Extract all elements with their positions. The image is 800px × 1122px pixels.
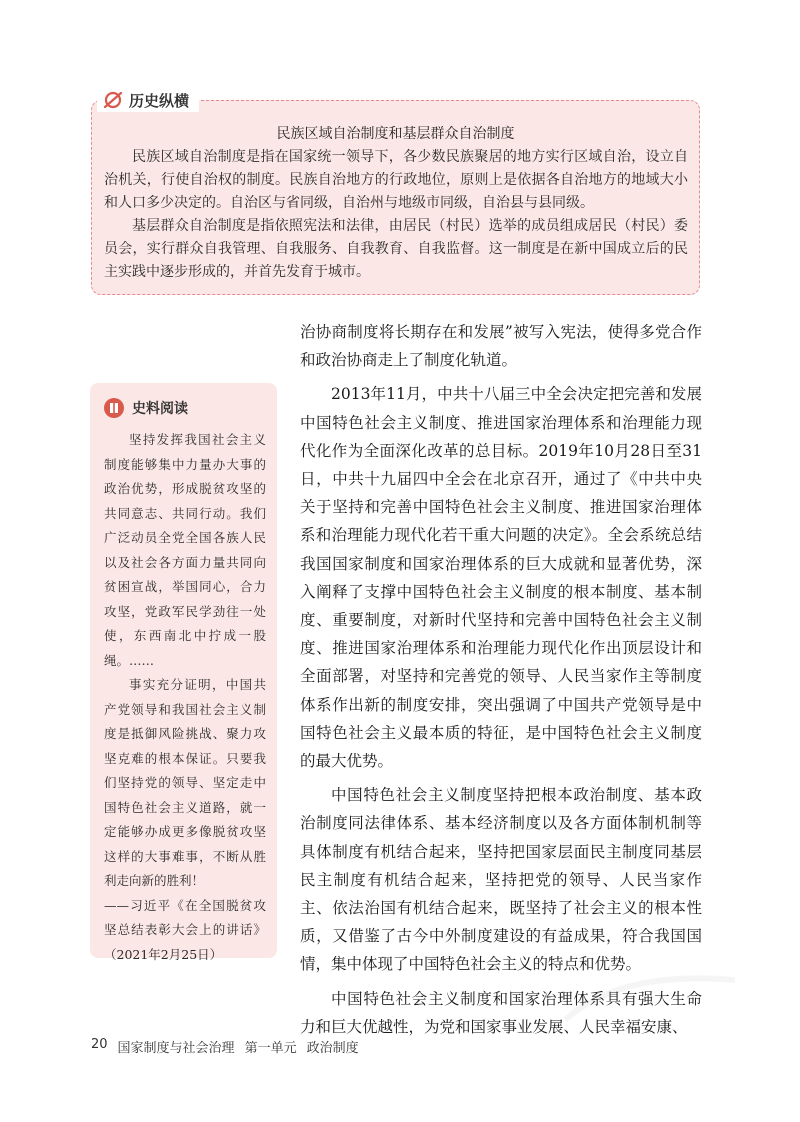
source-paragraph: 坚持发挥我国社会主义制度能够集中力量办大事的政治优势，形成脱贫攻坚的共同意志、共同行动。我们广泛动员全党全国各族人民以及社会各方面力量共同向贫困宣战，举国同心，合力攻坚，党政军民学劲往一处使，东西南北中拧成一股绳。…… xyxy=(104,432,266,668)
body-paragraph: 中国特色社会主义制度坚持把根本政治制度、基本政治制度同法律体系、基本经济制度以及各方面体制机制等具体制度有机结合起来，坚持把国家层面民主制度同基层民主制度有机结合起来，坚持把党的领导、人民当家作主、依法治国有机结合起来，既坚持了社会主义的根本性质，又借鉴了古今中外制度建设的有益成果，符合我国国情，集中体现了中国特色社会主义的特点和优势。 xyxy=(300,786,702,974)
source-citation: ——习近平《在全国脱贫攻坚总结表彰大会上的讲话》（2021年2月25日） xyxy=(104,897,266,962)
source-reading-title: 史料阅读 xyxy=(132,401,188,417)
history-paragraph: 基层群众自治制度是指依照宪法和法律，由居民（村民）选举的成员组成居民（村民）委员会，实行群众自我管理、自我服务、自我教育、自我监督。这一制度是在新中国成立后的民主实践中逐步形成的，并首先发育于城市。 xyxy=(104,218,688,280)
history-box-title-label: 历史纵横 xyxy=(129,91,190,110)
unit-label: 第一单元 xyxy=(244,1041,297,1056)
book-title: 国家制度与社会治理 xyxy=(117,1041,235,1056)
page-number: 20 xyxy=(91,1037,108,1052)
body-paragraph: 2013年11月，中共十八届三中全会决定把完善和发展中国特色社会主义制度、推进国家治理体系和治理能力现代化作为全面深化改革的总目标。2019年10月28日至31日，中共十九届四中全会在北京召开，通过了《中共中央关于坚持和完善中国特色社会主义制度、推进国家治理体系和治理能力现代化若干重大问题的决定》。全会系统总结我国国家制度和国家治理体系的巨大成就和显著优势，深入阐释了支撑中国特色社会主义制度的根本制度、基本制度、重要制度，对新时代坚持和完善中国特色社会主义制度、推进国家治理体系和治理能力现代化作出顶层设计和全面部署，对坚持和完善党的领导、人民当家作主等制度体系作出新的制度安排，突出强调了中国共产党领导是中国特色社会主义最本质的特征，是中国特色社会主义制度的最大优势。 xyxy=(300,385,702,771)
history-paragraph: 民族区域自治制度是指在国家统一领导下，各少数民族聚居的地方实行区域自治，设立自治机关，行使自治权的制度。民族自治地方的行政地位，原则上是依据各自治地方的地域大小和人口多少决定的。自治区与省同级，自治州与地级市同级，自治县与县同级。 xyxy=(104,149,688,211)
history-logo-icon xyxy=(103,90,123,110)
page-footer xyxy=(91,1037,359,1056)
history-box-heading: 民族区域自治制度和基层群众自治制度 xyxy=(276,126,515,142)
unit-title: 政治制度 xyxy=(306,1041,359,1056)
source-reading-header xyxy=(104,398,188,418)
main-body xyxy=(300,318,702,1041)
book-icon xyxy=(104,398,124,418)
source-reading-body xyxy=(104,428,266,967)
source-paragraph: 事实充分证明，中国共产党领导和我国社会主义制度是抵御风险挑战、聚力攻坚克难的根本保证。只要我们坚持党的领导、坚定走中国特色社会主义道路，就一定能够办成更多像脱贫攻坚这样的大事难事，不断从胜利走向新的胜利！ xyxy=(104,677,266,888)
body-paragraph: 治协商制度将长期存在和发展”被写入宪法，使得多党合作和政治协商走上了制度化轨道。 xyxy=(300,323,702,370)
watermark-decoration xyxy=(560,960,740,1030)
history-box-body xyxy=(104,146,688,284)
history-box-header xyxy=(97,88,199,112)
body-paragraph: 中国特色社会主义制度和国家治理体系具有强大生命力和巨大优越性，为党和国家事业发展、人民幸福安康、 xyxy=(300,989,702,1036)
